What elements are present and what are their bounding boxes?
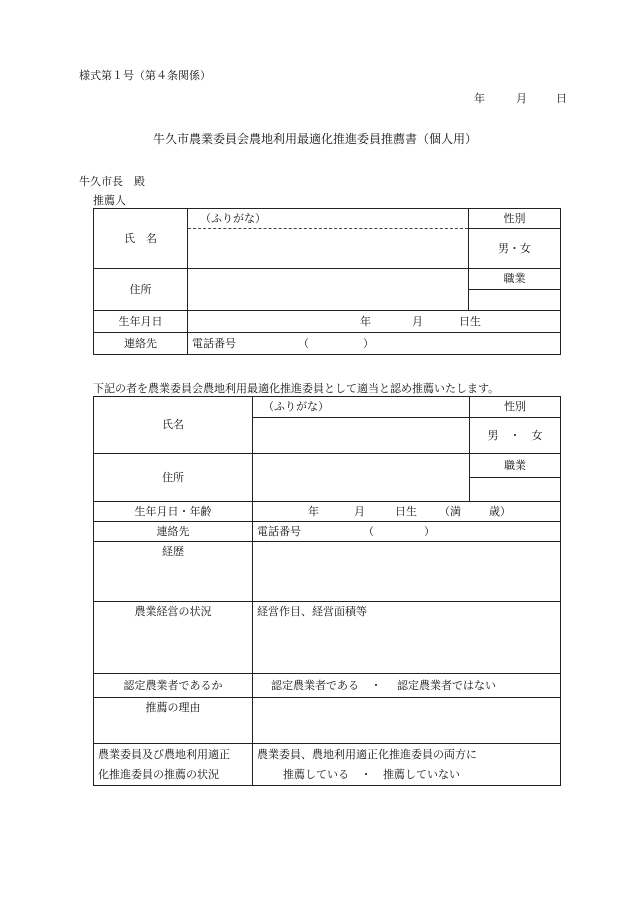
- candidate-name-field[interactable]: [253, 418, 470, 454]
- recommender-heading: 推薦人: [93, 194, 126, 207]
- date-line: [474, 90, 567, 106]
- candidate-birth-day: 日生: [395, 504, 417, 518]
- dual-label-line1: 農業委員及び農地利用適正: [98, 747, 230, 761]
- recommender-birthdate-field[interactable]: [188, 311, 561, 333]
- candidate-gender-value[interactable]: 男 ・ 女: [470, 418, 561, 454]
- candidate-career-label: 経歴: [94, 542, 253, 602]
- candidate-dual-field: [253, 744, 561, 786]
- recommendation-statement: 下記の者を農業委員会農地利用最適化推進委員として適当と認め推薦いたします。: [93, 382, 500, 395]
- candidate-name-label: 氏名: [94, 397, 253, 454]
- candidate-table: [93, 396, 561, 786]
- recommender-address-field[interactable]: [188, 269, 469, 311]
- candidate-reason-label: 推薦の理由: [94, 698, 253, 744]
- recommender-birth-year: 年: [360, 314, 371, 328]
- recommender-phone-open: （: [298, 336, 309, 350]
- candidate-furigana-field[interactable]: [253, 397, 470, 418]
- candidate-address-field[interactable]: [253, 454, 470, 502]
- recommender-birth-day: 日生: [459, 314, 481, 328]
- date-month: 月: [516, 92, 527, 105]
- recommender-address-label: 住所: [94, 269, 188, 311]
- candidate-furigana-label: （ふりがな）: [263, 400, 329, 413]
- candidate-phone-label: 電話番号: [257, 524, 301, 538]
- recommender-phone-field[interactable]: [188, 333, 561, 355]
- candidate-dual-label: [94, 744, 253, 786]
- recommender-phone-label: 電話番号: [192, 336, 236, 350]
- date-year: 年: [474, 92, 485, 105]
- form-number: 様式第１号（第４条関係）: [79, 69, 211, 82]
- candidate-reason-field[interactable]: [253, 698, 561, 744]
- dual-no-option[interactable]: 推薦していない: [383, 767, 460, 781]
- certified-separator: ・: [370, 678, 382, 692]
- candidate-age-open: （満: [439, 504, 461, 518]
- candidate-farming-label: 農業経営の状況: [94, 602, 253, 674]
- recommender-phone-close: ）: [363, 336, 374, 350]
- candidate-career-field[interactable]: [253, 542, 561, 602]
- addressee: 牛久市長 殿: [79, 175, 145, 188]
- recommender-gender-label: 性別: [469, 209, 561, 229]
- candidate-farming-field[interactable]: [253, 602, 561, 674]
- dual-value-line1: 農業委員、農地利用適正化推進委員の両方に: [257, 747, 477, 761]
- candidate-address-label: 住所: [94, 454, 253, 502]
- candidate-phone-field[interactable]: [253, 522, 561, 542]
- candidate-phone-close: ）: [424, 524, 435, 538]
- candidate-birth-month: 月: [354, 504, 365, 518]
- candidate-age-close: 歳）: [489, 504, 511, 518]
- candidate-occupation-field[interactable]: [470, 478, 561, 502]
- certified-no-option[interactable]: 認定農業者ではない: [397, 678, 496, 692]
- recommender-name-field[interactable]: [188, 229, 469, 269]
- candidate-gender-label: 性別: [470, 397, 561, 418]
- dual-separator: ・: [360, 767, 372, 781]
- date-day: 日: [556, 92, 567, 105]
- recommender-name-label: 氏 名: [94, 209, 188, 269]
- candidate-birthdate-label: 生年月日・年齢: [94, 502, 253, 522]
- page-title: 牛久市農業委員会農地利用最適化推進委員推薦書（個人用）: [152, 132, 477, 146]
- candidate-birthdate-field[interactable]: [253, 502, 561, 522]
- candidate-birth-year: 年: [308, 504, 319, 518]
- recommender-table: [93, 208, 561, 355]
- recommender-contact-label: 連絡先: [94, 333, 188, 355]
- recommender-furigana-label: （ふりがな）: [200, 211, 266, 225]
- recommender-occupation-label: 職業: [469, 269, 561, 290]
- candidate-phone-open: （: [363, 524, 374, 538]
- dual-label-line2: 化推進委員の推薦の状況: [98, 767, 219, 781]
- recommender-birth-month: 月: [412, 314, 423, 328]
- candidate-farming-hint: 経営作目、経営面積等: [257, 605, 367, 618]
- certified-yes-option[interactable]: 認定農業者である: [271, 678, 359, 692]
- candidate-contact-label: 連絡先: [94, 522, 253, 542]
- recommender-birthdate-label: 生年月日: [94, 311, 188, 333]
- recommender-gender-value[interactable]: 男・女: [469, 229, 561, 269]
- candidate-certified-label: 認定農業者であるか: [94, 674, 253, 698]
- candidate-certified-field: [253, 674, 561, 698]
- candidate-occupation-label: 職業: [470, 454, 561, 478]
- recommender-furigana-field[interactable]: [188, 209, 469, 229]
- dual-yes-option[interactable]: 推薦している: [283, 767, 349, 781]
- recommender-occupation-field[interactable]: [469, 290, 561, 311]
